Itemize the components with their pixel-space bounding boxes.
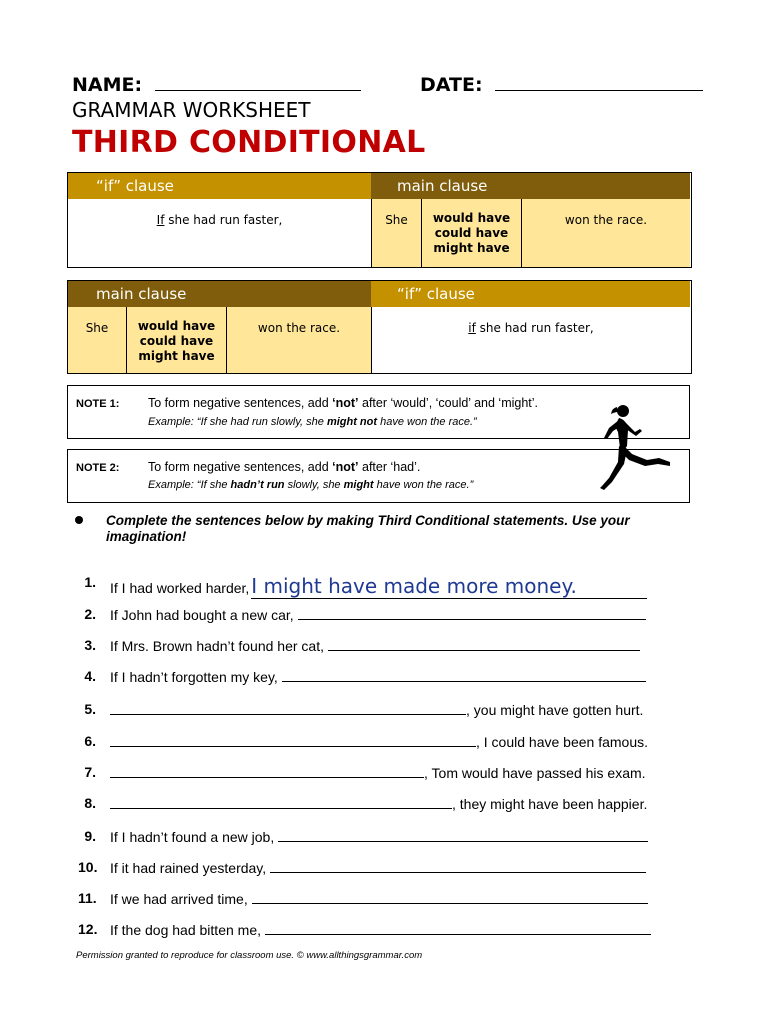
answer-line-2[interactable] xyxy=(298,606,646,620)
modal-would: would have xyxy=(432,211,511,225)
answer-line-3[interactable] xyxy=(328,637,640,651)
question-prompt: If I hadn’t found a new job, xyxy=(110,829,279,845)
table-main-first xyxy=(67,280,692,374)
table2-modals xyxy=(126,307,226,373)
note2-text: To form negative sentences, add ‘not’ after ‘had’. xyxy=(148,460,421,474)
date-field xyxy=(420,74,703,96)
bullet-icon xyxy=(75,516,83,524)
modal-would: would have xyxy=(137,319,216,333)
answer-line-1[interactable] xyxy=(251,574,647,599)
note1-text: To form negative sentences, add ‘not’ after ‘would’, ‘could’ and ‘might’. xyxy=(148,396,539,410)
table1-subject: She xyxy=(371,199,421,267)
question-prompt: , I could have been famous. xyxy=(476,734,648,750)
table2-subject: She xyxy=(68,307,126,373)
answer-line-12[interactable] xyxy=(265,921,651,935)
question-1: 1. If I had worked harder, I might have made more money. xyxy=(78,574,678,596)
name-blank[interactable] xyxy=(155,90,361,91)
answer-line-4[interactable] xyxy=(282,668,646,682)
question-prompt: , Tom would have passed his exam. xyxy=(424,765,646,781)
table-if-first xyxy=(67,172,692,268)
table2-if-cell xyxy=(371,307,690,373)
instructions: Complete the sentences below by making Third Conditional statements. Use your imagination! xyxy=(106,513,630,544)
modal-might: might have xyxy=(138,349,215,363)
modal-might: might have xyxy=(433,241,510,255)
runner-silhouette-icon xyxy=(592,402,676,492)
note2-example: Example: “If she hadn’t run slowly, she might have won the race.” xyxy=(148,479,474,491)
question-prompt: If Mrs. Brown hadn’t found her cat, xyxy=(110,638,328,654)
table2-head-if: “if” clause xyxy=(371,281,690,307)
question-prompt: , they might have been happier. xyxy=(452,796,648,812)
date-blank[interactable] xyxy=(495,90,703,91)
date-label: DATE: xyxy=(420,74,483,96)
name-label: NAME: xyxy=(72,74,143,96)
if-word: if xyxy=(468,321,476,335)
question-prompt: If John had bought a new car, xyxy=(110,607,298,623)
table2-result: won the race. xyxy=(226,307,371,373)
table1-head-if: “if” clause xyxy=(68,173,371,199)
answer-line-10[interactable] xyxy=(270,859,646,873)
question-prompt: If the dog had bitten me, xyxy=(110,922,265,938)
table1-result: won the race. xyxy=(521,199,690,267)
answer-line-9[interactable] xyxy=(278,828,648,842)
question-prompt: If I hadn’t forgotten my key, xyxy=(110,669,282,685)
answer-line-11[interactable] xyxy=(252,890,648,904)
name-field xyxy=(72,74,361,96)
handwritten-answer: I might have made more money. xyxy=(251,574,577,598)
page-title: THIRD CONDITIONAL xyxy=(72,125,426,160)
table1-if-cell xyxy=(68,199,371,267)
if-clause-text: she had run faster, xyxy=(164,213,283,227)
modal-could: could have xyxy=(139,334,214,348)
question-prompt: If it had rained yesterday, xyxy=(110,860,271,876)
answer-line-8[interactable] xyxy=(110,795,452,809)
footer-credit: Permission granted to reproduce for classroom use. © www.allthingsgrammar.com xyxy=(76,950,423,961)
answer-line-5[interactable] xyxy=(110,701,466,715)
note1-example: Example: “If she had run slowly, she might not have won the race.” xyxy=(148,416,477,428)
answer-line-7[interactable] xyxy=(110,764,424,778)
modal-could: could have xyxy=(434,226,509,240)
question-prompt: If I had worked harder, xyxy=(110,580,254,596)
table2-head-main: main clause xyxy=(68,281,371,307)
if-word: If xyxy=(156,213,165,227)
note2-label: NOTE 2: xyxy=(76,462,120,474)
if-clause-text: she had run faster, xyxy=(475,321,594,335)
question-prompt: , you might have gotten hurt. xyxy=(466,702,644,718)
answer-line-6[interactable] xyxy=(110,733,476,747)
question-prompt: If we had arrived time, xyxy=(110,891,252,907)
table1-head-main: main clause xyxy=(371,173,690,199)
table1-modals xyxy=(421,199,521,267)
worksheet-label: GRAMMAR WORKSHEET xyxy=(72,98,311,122)
note1-label: NOTE 1: xyxy=(76,398,120,410)
